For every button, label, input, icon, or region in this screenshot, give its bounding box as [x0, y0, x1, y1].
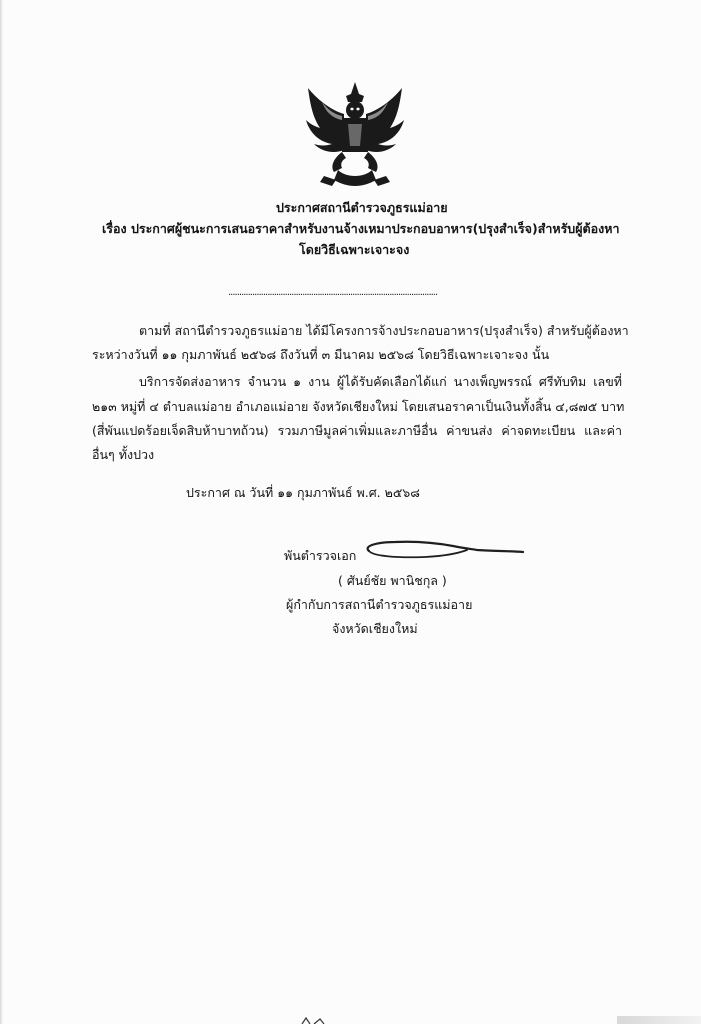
method-line: โดยวิธีเฉพาะเจาะจง — [299, 242, 410, 257]
scan-edge-shadow — [0, 0, 3, 1024]
subject-line: เรื่อง ประกาศผู้ชนะการเสนอราคาสำหรับงานจ้างเหมาประกอบอาหาร(ปรุงสำเร็จ)สำหรับผู้ต้องหา — [102, 221, 620, 236]
separator-dots: ................................................................................................ — [228, 287, 438, 298]
scan-corner-shadow — [617, 1016, 701, 1024]
signer-province: จังหวัดเชียงใหม่ — [332, 621, 418, 636]
garuda-emblem-icon — [302, 80, 408, 188]
org-title: ประกาศสถานีตำรวจภูธรแม่อาย — [276, 200, 448, 215]
page-bottom-mark — [300, 1016, 326, 1024]
paragraph-2-line-1: บริการจัดส่งอาหาร จำนวน ๑ งาน ผู้ได้รับคัดเลือกได้แก่ นางเพ็ญพรรณ์ ศรีทับทิม เลขที่ — [139, 374, 622, 389]
paragraph-2-line-2: ๒๑๓ หมู่ที่ ๔ ตำบลแม่อาย อำเภอแม่อาย จังหวัดเชียงใหม่ โดยเสนอราคาเป็นเงินทั้งสิ้น ๔,๘๗๕ บาท — [92, 399, 625, 414]
paragraph-1-line-2: ระหว่างวันที่ ๑๑ กุมภาพันธ์ ๒๕๖๘ ถึงวันที่ ๓ มีนาคม ๒๕๖๘ โดยวิธีเฉพาะเจาะจง นั้น — [92, 347, 550, 362]
paragraph-2-line-3: (สี่พันแปดร้อยเจ็ดสิบห้าบาทถ้วน) รวมภาษีมูลค่าเพิ่มและภาษีอื่น ค่าขนส่ง ค่าจดทะเบียน และค่า — [92, 423, 622, 438]
signer-rank: พันตำรวจเอก — [284, 548, 357, 563]
handwritten-signature — [355, 538, 525, 564]
paragraph-1-line-1: ตามที่ สถานีตำรวจภูธรแม่อาย ได้มีโครงการจ้างประกอบอาหาร(ปรุงสำเร็จ) สำหรับผู้ต้องหา — [139, 323, 629, 338]
announcement-date: ประกาศ ณ วันที่ ๑๑ กุมภาพันธ์ พ.ศ. ๒๕๖๘ — [186, 485, 420, 500]
signer-name: ( ศันย์ชัย พานิชกุล ) — [338, 573, 447, 588]
signer-position: ผู้กำกับการสถานีตำรวจภูธรแม่อาย — [286, 597, 473, 612]
paragraph-2-line-4: อื่นๆ ทั้งปวง — [92, 447, 155, 462]
